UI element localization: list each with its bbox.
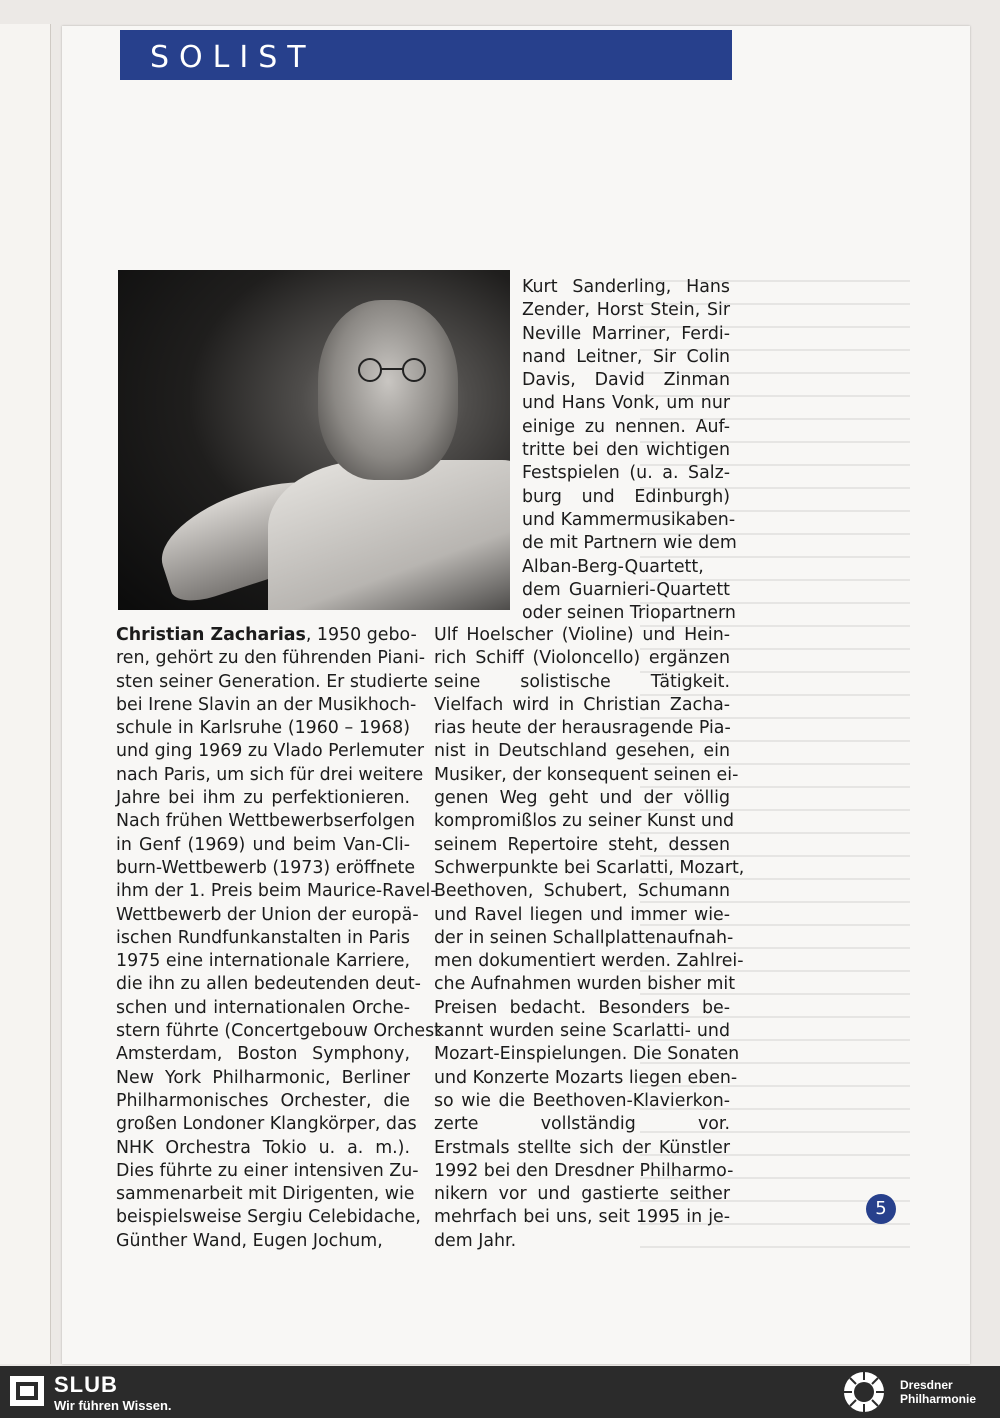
text-line: Mozart-Einspielungen. Die Sonaten <box>434 1044 740 1065</box>
text-line: zerte vollständig vor. <box>434 1114 730 1135</box>
text-column-left <box>116 624 441 1253</box>
partner-name-line-1: Dresdner <box>900 1378 953 1392</box>
text-line: Wettbewerb der Union der europä- <box>116 904 419 925</box>
text-line-rest: , 1950 gebo- <box>305 625 417 645</box>
text-line: die ihn zu allen bedeutenden deut- <box>116 974 421 995</box>
text-line: 1992 bei den Dresdner Philharmo- <box>434 1160 734 1181</box>
glasses-icon <box>350 356 440 384</box>
text-line: und ging 1969 zu Vlado Perlemuter <box>116 741 425 762</box>
text-line: Zender, Horst Stein, Sir <box>522 300 730 321</box>
text-line: genen Weg geht und der völlig <box>434 788 730 809</box>
text-line: sten seiner Generation. Er studierte <box>116 671 428 692</box>
text-line: Erstmals stellte sich der Künstler <box>434 1137 730 1158</box>
text-line: Festspielen (u. a. Salz- <box>522 463 730 484</box>
previous-page-edge <box>0 24 51 1364</box>
text-line: so wie die Beethoven-Klavierkon- <box>434 1090 730 1111</box>
text-line: Dies führte zu einer intensiven Zu- <box>116 1160 419 1181</box>
slub-name: SLUB <box>54 1372 118 1397</box>
text-line: Ulf Hoelscher (Violine) und Hein- <box>434 625 730 645</box>
text-line: in Genf (1969) und beim Van-Cli- <box>116 834 410 855</box>
slub-tagline: Wir führen Wissen. <box>54 1398 172 1413</box>
artist-name: Christian Zacharias <box>116 625 306 645</box>
section-title: SOLIST <box>150 40 316 75</box>
text-line: men dokumentiert werden. Zahlrei- <box>434 951 744 972</box>
text-line: Nach frühen Wettbewerbserfolgen <box>116 811 415 832</box>
text-column-right-bottom <box>434 624 745 1253</box>
text-line: NHK Orchestra Tokio u. a. m.). <box>116 1137 410 1158</box>
portrait-photo <box>118 270 510 610</box>
text-line: ihm der 1. Preis beim Maurice-Ravel- <box>116 881 437 902</box>
text-line: burg und Edinburgh) <box>522 486 730 507</box>
dresdner-philharmonie-logo-icon <box>842 1370 886 1414</box>
text-line: nist in Deutschland gesehen, ein <box>434 741 730 762</box>
text-line: New York Philharmonic, Berliner <box>116 1067 410 1088</box>
text-line: oder seinen Triopartnern <box>522 603 736 624</box>
text-line: Schwerpunkte bei Scarlatti, Mozart, <box>434 857 745 878</box>
text-line: kompromißlos zu seiner Kunst und <box>434 811 735 832</box>
text-line: che Aufnahmen wurden bisher mit <box>434 974 736 995</box>
text-line: Beethoven, Schubert, Schumann <box>434 881 730 902</box>
page-number-badge: 5 <box>866 1194 896 1224</box>
text-line: burn-Wettbewerb (1973) eröffnete <box>116 857 416 878</box>
text-line: kannt wurden seine Scarlatti- und <box>434 1021 730 1042</box>
text-line: Kurt Sanderling, Hans <box>522 277 730 297</box>
text-line <box>116 624 417 647</box>
text-line: rias heute der herausragende Pia- <box>434 718 731 739</box>
text-column-right-top <box>522 276 737 625</box>
text-line: beispielsweise Sergiu Celebidache, <box>116 1207 421 1228</box>
text-line: Philharmonisches Orchester, die <box>116 1090 410 1111</box>
slub-logo-icon <box>10 1376 44 1406</box>
text-line: nikern vor und gastierte seither <box>434 1184 730 1205</box>
text-line: seine solistische Tätigkeit. <box>434 671 730 692</box>
text-line: Musiker, der konsequent seinen ei- <box>434 764 739 785</box>
text-line: Günther Wand, Eugen Jochum, <box>116 1230 383 1251</box>
text-line: dem Jahr. <box>434 1230 517 1251</box>
text-line: Alban-Berg-Quartett, <box>522 556 704 577</box>
text-line: Vielfach wird in Christian Zacha- <box>434 694 730 715</box>
text-line: und Konzerte Mozarts liegen eben- <box>434 1067 738 1088</box>
text-line: dem Guarnieri-Quartett <box>522 579 730 600</box>
text-line: rich Schiff (Violoncello) ergänzen <box>434 648 730 669</box>
text-line: bei Irene Slavin an der Musikhoch- <box>116 694 417 715</box>
text-line: tritte bei den wichtigen <box>522 440 730 461</box>
text-line: sammenarbeit mit Dirigenten, wie <box>116 1184 415 1205</box>
text-line: nand Leitner, Sir Colin <box>522 346 730 367</box>
text-line: und Hans Vonk, um nur <box>522 393 730 414</box>
text-line: Preisen bedacht. Besonders be- <box>434 997 730 1018</box>
footer-bar <box>0 1366 1000 1418</box>
text-line: 1975 eine internationale Karriere, <box>116 951 410 972</box>
text-line: ren, gehört zu den führenden Piani- <box>116 648 426 669</box>
text-line: und Ravel liegen und immer wie- <box>434 904 730 925</box>
text-line: nach Paris, um sich für drei weitere <box>116 764 424 785</box>
text-line: einige zu nennen. Auf- <box>522 416 730 437</box>
text-line: mehrfach bei uns, seit 1995 in je- <box>434 1207 730 1228</box>
text-line: schen und internationalen Orche- <box>116 997 410 1018</box>
text-line: Neville Marriner, Ferdi- <box>522 323 730 344</box>
text-line: großen Londoner Klangkörper, das <box>116 1114 417 1135</box>
text-line: der in seinen Schallplattenaufnah- <box>434 927 734 948</box>
text-line: Jahre bei ihm zu perfektionieren. <box>116 788 410 809</box>
text-line: ischen Rundfunkanstalten in Paris <box>116 927 410 948</box>
photo-face-shape <box>318 300 458 480</box>
text-line: seinem Repertoire steht, dessen <box>434 834 730 855</box>
text-line: stern führte (Concertgebouw Orchest <box>116 1021 441 1042</box>
text-line: schule in Karlsruhe (1960 – 1968) <box>116 718 410 739</box>
dresdner-philharmonie-name <box>900 1378 976 1406</box>
text-line: Davis, David Zinman <box>522 370 730 391</box>
text-line: und Kammermusikaben- <box>522 509 736 530</box>
photo-shirt-shape <box>268 460 510 610</box>
text-line: Amsterdam, Boston Symphony, <box>116 1044 410 1065</box>
text-line: de mit Partnern wie dem <box>522 533 737 554</box>
partner-name-line-2: Philharmonie <box>900 1392 977 1406</box>
